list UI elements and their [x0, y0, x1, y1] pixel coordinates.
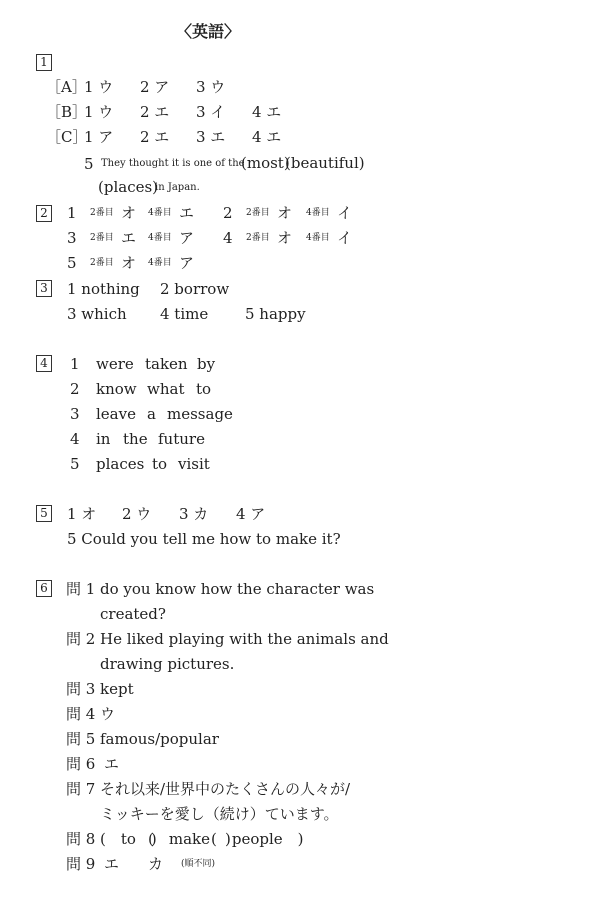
s4-item-5-word-3: visit — [178, 455, 210, 473]
s1-row-a-answer-1: 1 ウ — [84, 78, 114, 96]
s2-item-4-second-label: 2番目 — [246, 233, 270, 243]
s1-q5-word-3: (places) — [98, 178, 159, 196]
s6-q2-line-2: drawing pictures. — [100, 655, 235, 673]
section-3-number: 3 — [36, 280, 52, 297]
s2-item-2-fourth-answer: イ — [337, 204, 353, 222]
s6-q5-label: 問 5 — [66, 730, 96, 748]
s6-q2-label: 問 2 — [66, 630, 96, 648]
s2-item-2-fourth-label: 4番目 — [306, 208, 330, 218]
s2-item-1-second-label: 2番目 — [90, 208, 114, 218]
s4-item-1-word-2: taken — [145, 355, 188, 373]
s3-answer-5: 5 happy — [245, 305, 306, 323]
s6-q8-label: 問 8 — [66, 830, 96, 848]
s4-item-5-word-2: to — [152, 455, 168, 473]
s2-item-3-fourth-label: 4番目 — [148, 233, 172, 243]
s1-q5-word-2: (beautiful) — [285, 154, 365, 172]
s6-q5-answer: famous/popular — [100, 730, 219, 748]
s1-row-a-answer-2: 2 ア — [140, 78, 170, 96]
s1-row-c-answer-4: 4 エ — [252, 128, 282, 146]
s6-q8-blank-3: ( people ) — [211, 830, 304, 848]
s2-item-3-second-label: 2番目 — [90, 233, 114, 243]
s4-item-3-word-1: leave — [96, 405, 136, 423]
s2-item-4-number: 4 — [223, 229, 233, 247]
s6-q3-label: 問 3 — [66, 680, 96, 698]
s4-item-1-number: 1 — [70, 355, 80, 373]
s4-item-2-word-2: what — [147, 380, 185, 398]
s2-item-1-number: 1 — [67, 204, 77, 222]
s2-item-5-second-answer: オ — [121, 254, 137, 272]
s5-answer-4: 4 ア — [236, 505, 266, 523]
s3-answer-2: 2 borrow — [160, 280, 230, 298]
s3-answer-4: 4 time — [160, 305, 209, 323]
s5-q5-answer: 5 Could you tell me how to make it? — [67, 530, 341, 548]
s2-item-2-number: 2 — [223, 204, 233, 222]
s6-q4-answer: ウ — [100, 705, 116, 723]
s6-q7-label: 問 7 — [66, 780, 96, 798]
s3-answer-1: 1 nothing — [67, 280, 140, 298]
s2-item-4-fourth-label: 4番目 — [306, 233, 330, 243]
s4-item-2-number: 2 — [70, 380, 80, 398]
s1-row-c-label: ［C］ — [46, 128, 88, 146]
s6-q7-line-1: それ以来/世界中のたくさんの人々が/ — [100, 780, 351, 798]
s2-item-1-fourth-answer: エ — [179, 204, 195, 222]
section-2-number: 2 — [36, 205, 52, 222]
s4-item-4-word-2: the — [123, 430, 148, 448]
s6-q6-label: 問 6 — [66, 755, 96, 773]
section-5-number: 5 — [36, 505, 52, 522]
s1-q5-word-1: (most) — [241, 154, 290, 172]
s2-item-5-second-label: 2番目 — [90, 258, 114, 268]
s4-item-1-word-1: were — [96, 355, 134, 373]
s6-q1-line-2: created? — [100, 605, 166, 623]
s2-item-4-fourth-answer: イ — [337, 229, 353, 247]
section-1-number: 1 — [36, 54, 52, 71]
s6-q8-blank-2: ( make ) — [148, 830, 231, 848]
s3-answer-3: 3 which — [67, 305, 127, 323]
s6-q9-label: 問 9 — [66, 855, 96, 873]
section-4-number: 4 — [36, 355, 52, 372]
s4-item-5-word-1: places — [96, 455, 145, 473]
s5-answer-1: 1 オ — [67, 505, 97, 523]
s1-row-b-label: ［B］ — [46, 103, 88, 121]
s1-row-a-answer-3: 3 ウ — [196, 78, 226, 96]
s4-item-4-word-1: in — [96, 430, 111, 448]
s1-row-c-answer-1: 1 ア — [84, 128, 114, 146]
s1-q5-tail-text: in Japan. — [155, 182, 200, 193]
s4-item-3-number: 3 — [70, 405, 80, 423]
s2-item-4-second-answer: オ — [277, 229, 293, 247]
s1-q5-number: 5 — [84, 155, 94, 173]
s1-row-b-answer-3: 3 イ — [196, 103, 226, 121]
s2-item-2-second-answer: オ — [277, 204, 293, 222]
s4-item-4-word-3: future — [158, 430, 205, 448]
s6-q2-line-1: He liked playing with the animals and — [100, 630, 389, 648]
s6-q7-line-2: ミッキーを愛し（続け）ています。 — [100, 805, 339, 823]
page-title: 〈英語〉 — [176, 22, 241, 41]
s6-q4-label: 問 4 — [66, 705, 96, 723]
s2-item-1-fourth-label: 4番目 — [148, 208, 172, 218]
s4-item-4-number: 4 — [70, 430, 80, 448]
s6-q9-answer-1: エ — [104, 855, 120, 873]
s6-q9-answer-2: カ — [148, 855, 164, 873]
s1-row-b-answer-1: 1 ウ — [84, 103, 114, 121]
s5-answer-2: 2 ウ — [122, 505, 152, 523]
s1-row-b-answer-4: 4 エ — [252, 103, 282, 121]
s1-row-a-label: ［A］ — [46, 78, 87, 96]
s6-q6-answer: エ — [104, 755, 120, 773]
section-6-number: 6 — [36, 580, 52, 597]
s2-item-5-fourth-label: 4番目 — [148, 258, 172, 268]
s6-q1-line-1: do you know how the character was — [100, 580, 375, 598]
s2-item-3-fourth-answer: ア — [179, 229, 195, 247]
s1-row-c-answer-2: 2 エ — [140, 128, 170, 146]
s4-item-3-word-3: message — [167, 405, 233, 423]
s4-item-5-number: 5 — [70, 455, 80, 473]
s4-item-3-word-2: a — [147, 405, 156, 423]
s1-q5-lead-text: They thought it is one of the — [101, 158, 245, 169]
s2-item-5-fourth-answer: ア — [179, 254, 195, 272]
s6-q8-blank-1: ( to ) — [100, 830, 157, 848]
s4-item-2-word-1: know — [96, 380, 137, 398]
s2-item-3-second-answer: エ — [121, 229, 137, 247]
s2-item-2-second-label: 2番目 — [246, 208, 270, 218]
s2-item-5-number: 5 — [67, 254, 77, 272]
s4-item-1-word-3: by — [197, 355, 216, 373]
s2-item-1-second-answer: オ — [121, 204, 137, 222]
s1-row-b-answer-2: 2 エ — [140, 103, 170, 121]
s6-q9-note: (順不同) — [181, 859, 216, 869]
s4-item-2-word-3: to — [196, 380, 212, 398]
s5-answer-3: 3 カ — [179, 505, 209, 523]
s6-q3-answer: kept — [100, 680, 134, 698]
s2-item-3-number: 3 — [67, 229, 77, 247]
s1-row-c-answer-3: 3 エ — [196, 128, 226, 146]
s6-q1-label: 問 1 — [66, 580, 96, 598]
